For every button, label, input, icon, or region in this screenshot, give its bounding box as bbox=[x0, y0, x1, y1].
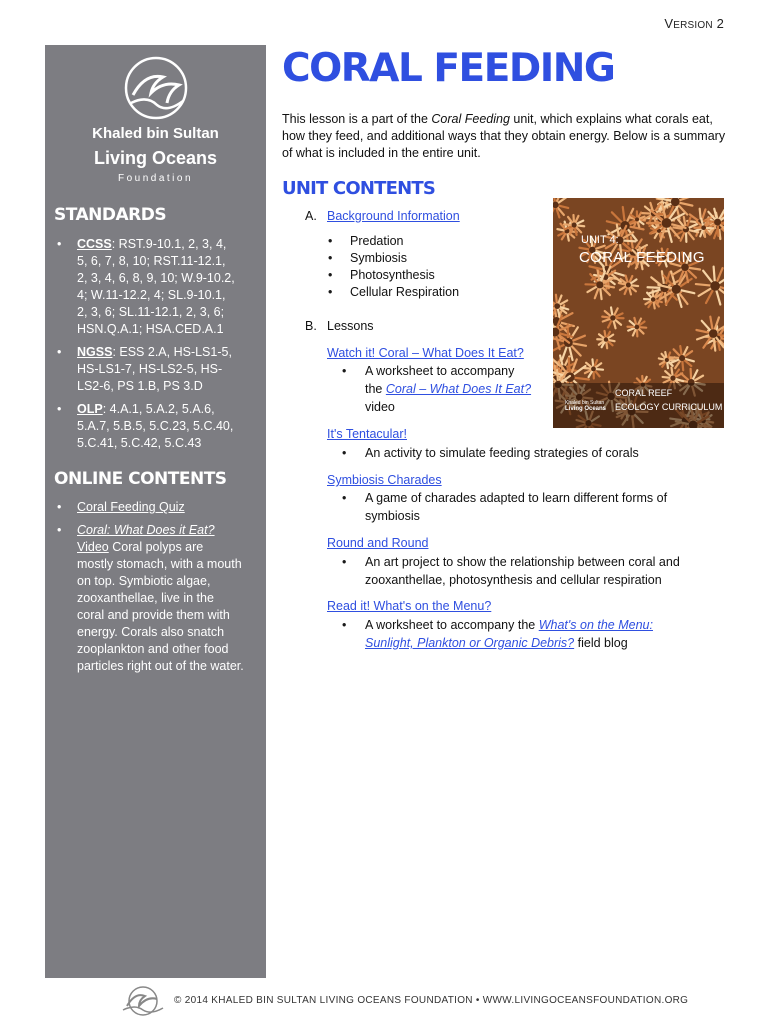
sidebar bbox=[45, 45, 266, 978]
lessons-title: Lessons bbox=[327, 319, 374, 333]
footer-wave-icon bbox=[121, 984, 165, 1018]
list-item: Predation bbox=[350, 234, 404, 248]
background-information-link[interactable]: Background Information bbox=[327, 209, 460, 223]
logo-line-1: Khaled bin Sultan bbox=[92, 125, 219, 142]
wave-logo-icon bbox=[123, 55, 189, 121]
cover-logo-line-1: Khaled bin Sultan bbox=[565, 400, 605, 406]
cover-curriculum-1: CORAL REEF bbox=[615, 388, 673, 398]
lesson-desc: A game of charades adapted to learn different forms of bbox=[365, 491, 668, 505]
standard-olp: • OLP: 4.A.1, 5.A.2, 5.A.6, 5.A.7, 5.B.5, 5.C.23, 5.C.40, 5.C.41, 5.C.42, 5.C.43 bbox=[55, 401, 265, 452]
lesson-desc: symbiosis bbox=[365, 509, 420, 523]
online-item-video: • Coral: What Does it Eat? Video Coral polyps are mostly stomach, with a mouth on top. Symbiotic algae, zooxanthellae, live in the coral and provide them with energy. Corals also snatch zooplankton and other food particles right out of the water. bbox=[55, 522, 265, 675]
logo-line-2: Living Oceans bbox=[93, 148, 218, 168]
page-title: CORAL FEEDING bbox=[282, 46, 615, 91]
unit-contents-heading: UNIT CONTENTS bbox=[282, 178, 435, 199]
lesson-link-read-it[interactable]: Read it! What's on the Menu? bbox=[327, 599, 492, 613]
menu-blog-link-2[interactable]: Sunlight, Plankton or Organic Debris? bbox=[365, 636, 575, 650]
quiz-link[interactable]: Coral Feeding Quiz bbox=[77, 500, 185, 514]
standards-list bbox=[55, 236, 265, 458]
menu-blog-link-1[interactable]: What's on the Menu: bbox=[538, 618, 653, 632]
footer-copyright: © 2014 KHALED BIN SULTAN LIVING OCEANS FOUNDATION • WWW.LIVINGOCEANSFOUNDATION.ORG bbox=[174, 995, 689, 1006]
cover-curriculum-2: ECOLOGY CURRICULUM bbox=[615, 402, 723, 412]
logo-line-3: Foundation bbox=[117, 173, 194, 184]
lesson-link-charades[interactable]: Symbiosis Charades bbox=[327, 473, 442, 487]
online-contents-list bbox=[55, 499, 265, 681]
intro-paragraph: This lesson is a part of the Coral Feeding unit, which explains what corals eat, how they feed, and additional ways that they obtain energy. Below is a summary of what is included in the entire unit. bbox=[282, 112, 726, 160]
lesson-link-round[interactable]: Round and Round bbox=[327, 536, 429, 550]
list-item: Symbiosis bbox=[350, 251, 407, 265]
online-item-quiz bbox=[55, 499, 265, 516]
unit-cover-image bbox=[553, 198, 724, 428]
online-contents-heading: ONLINE CONTENTS bbox=[54, 469, 227, 489]
list-item: Photosynthesis bbox=[350, 268, 435, 282]
cover-logo-line-2: Living Oceans bbox=[565, 406, 607, 412]
foundation-logo bbox=[45, 45, 266, 195]
section-b-label: B. bbox=[305, 319, 317, 333]
list-item: Cellular Respiration bbox=[350, 285, 460, 299]
lesson-desc: Sunlight, Plankton or Organic Debris? field blog bbox=[365, 636, 628, 650]
lesson-desc: A worksheet to accompany the What's on the Menu: bbox=[365, 618, 653, 632]
standards-heading: STANDARDS bbox=[54, 205, 167, 225]
video-title-link[interactable]: Coral: What Does it Eat? bbox=[77, 523, 215, 537]
standard-ccss: • CCSS: RST.9-10.1, 2, 3, 4, 5, 6, 7, 8, 10; RST.11-12.1, 2, 3, 4, 6, 8, 9, 10; W.9-10.2, 4; W.11-12.2, 4; SL.9-10.1, 2, 3, 6; SL.11-12.1, 2, 3, 6; HSN.Q.A.1; HSA.CED.A.1 bbox=[55, 236, 265, 338]
lesson-desc: An art project to show the relationship between coral and bbox=[365, 555, 680, 569]
section-a-label: A. bbox=[305, 209, 317, 223]
lesson-desc: zooxanthellae, photosynthesis and cellular respiration bbox=[365, 573, 662, 587]
lesson-link-watch-it[interactable]: Watch it! Coral – What Does It Eat? bbox=[327, 346, 524, 360]
lesson-desc: the Coral – What Does It Eat? bbox=[365, 382, 532, 396]
lesson-desc: An activity to simulate feeding strategies of corals bbox=[365, 446, 639, 460]
worksheet-video-link[interactable]: Coral – What Does It Eat? bbox=[385, 382, 532, 396]
video-link[interactable]: Video bbox=[77, 540, 109, 554]
version-label: VERSION 2 bbox=[664, 16, 724, 31]
cover-unit-label: UNIT 4: bbox=[581, 234, 619, 246]
cover-title: CORAL FEEDING bbox=[579, 249, 705, 266]
lesson-desc: A worksheet to accompany bbox=[365, 364, 515, 378]
lesson-link-tentacular[interactable]: It's Tentacular! bbox=[327, 427, 407, 441]
standard-ngss: • NGSS: ESS 2.A, HS-LS1-5, HS-LS1-7, HS-LS2-5, HS- LS2-6, PS 1.B, PS 3.D bbox=[55, 344, 265, 395]
lesson-desc: video bbox=[365, 400, 395, 414]
